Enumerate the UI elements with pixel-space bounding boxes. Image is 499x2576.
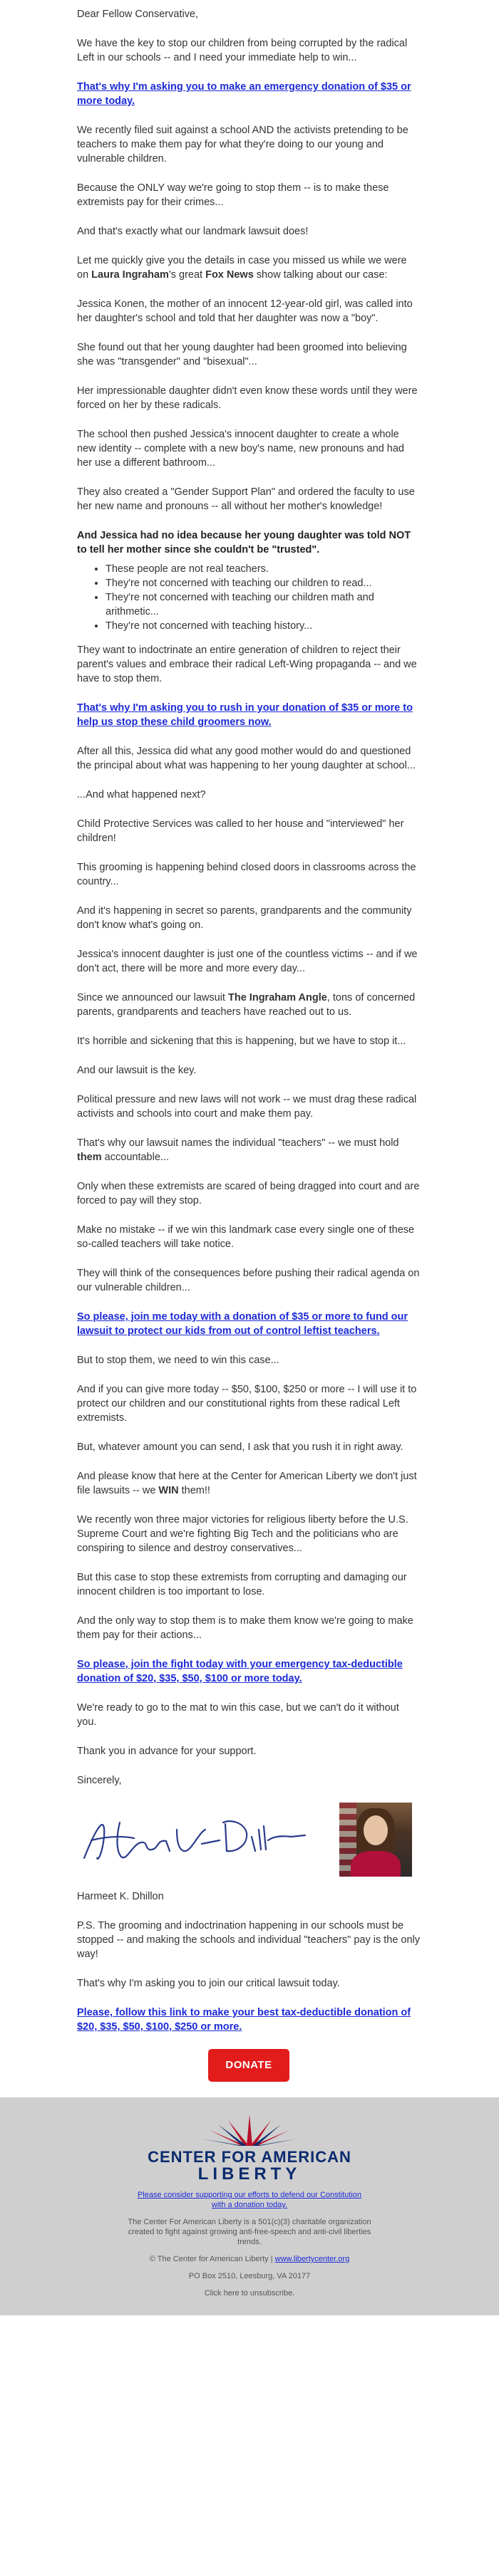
paragraph: Jessica's innocent daughter is just one of the countless victims -- and if we don't act, there will be more and more every day... — [77, 949, 418, 974]
text-run: 's great — [168, 269, 206, 281]
donation-link[interactable]: That's why I'm asking you to rush in your donation of $35 or more to help us stop these child groomers now. — [77, 702, 413, 728]
logo-text: CENTER FOR AMERICAN — [148, 2148, 351, 2166]
text-run: Let me quickly give you the details in case you missed us while we were on — [77, 255, 407, 281]
paragraph: We have the key to stop our children from being corrupted by the radical Left in our schools -- and I need your immediate help to win... — [77, 38, 408, 63]
paragraph: After all this, Jessica did what any good mother would do and questioned the principal about what was happening to her young daughter at school... — [77, 746, 416, 771]
postscript: P.S. The grooming and indoctrination happening in our schools must be stopped -- and making the schools and individual "teachers" pay is the only way! — [77, 1920, 421, 1960]
paragraph — [77, 1469, 421, 1498]
paragraph: They also created a "Gender Support Plan" and ordered the faculty to use her new name and pronouns -- all without her mother's knowledge! — [77, 486, 415, 512]
paragraph-bold: And Jessica had no idea because her young daughter was told NOT to tell her mother since she couldn't be "trusted". — [77, 530, 411, 556]
text-bold: The Ingraham Angle — [228, 992, 327, 1003]
signature-row — [77, 1803, 421, 1877]
text-bold: WIN — [158, 1485, 179, 1496]
greeting: Dear Fellow Conservative, — [77, 9, 199, 20]
signature-name: Harmeet K. Dhillon — [77, 1891, 164, 1902]
paragraph: We're ready to go to the mat to win this case, but we can't do it without you. — [77, 1702, 399, 1728]
liberty-logo-icon — [178, 2110, 321, 2147]
paragraph: But this case to stop these extremists from corrupting and damaging our innocent children is too important to lose. — [77, 1572, 407, 1597]
paragraph: We recently filed suit against a school AND the activists pretending to be teachers to make them pay for what they're doing to our young and vulnerable children. — [77, 125, 408, 165]
text-bold: Fox News — [205, 269, 254, 281]
signature-image — [77, 1808, 312, 1871]
paragraph: And that's exactly what our landmark lawsuit does! — [77, 226, 309, 237]
about-text: The Center For American Liberty is a 501(c)(3) charitable organization created to fight against growing anti-free-speech and anti-civil liberties trends. — [128, 2218, 371, 2246]
paragraph: The school then pushed Jessica's innocent daughter to create a whole new identity -- complete with a new boy's name, new pronouns and had her use a different bathroom... — [77, 429, 404, 469]
paragraph: It's horrible and sickening that this is happening, but we have to stop it... — [77, 1036, 406, 1047]
copyright-text: © The Center for American Liberty | — [149, 2255, 275, 2263]
logo-text: LIBERTY — [197, 2164, 302, 2184]
donate-button[interactable]: DONATE — [208, 2049, 289, 2082]
list-item: • They're not concerned with teaching our children to read... — [106, 576, 421, 590]
paragraph: And our lawsuit is the key. — [77, 1065, 197, 1076]
donation-link[interactable]: Please, follow this link to make your best tax-deductible donation of $20, $35, $50, $100, $250 or more. — [77, 2007, 411, 2033]
donation-link[interactable]: So please, join the fight today with your emergency tax-deductible donation of $20, $35, $50, $100 or more today. — [77, 1659, 403, 1684]
site-link[interactable]: www.libertycenter.org — [274, 2255, 350, 2263]
copyright — [121, 2254, 378, 2264]
support-link[interactable]: Please consider supporting our efforts to defend our Constitution with a donation today. — [137, 2191, 362, 2209]
paragraph — [77, 1136, 421, 1164]
paragraph: Political pressure and new laws will not work -- we must drag these radical activists and schools into court and make them pay. — [77, 1094, 417, 1120]
paragraph: Jessica Konen, the mother of an innocent 12-year-old girl, was called into her daughter's school and told that her daughter was now a "boy". — [77, 298, 413, 324]
text-run: , tons of concerned parents, grandparents and teachers have reached out to us. — [77, 992, 416, 1018]
paragraph — [77, 254, 421, 282]
address: PO Box 2510, Leesburg, VA 20177 — [188, 2272, 311, 2280]
text-run: them!! — [178, 1485, 210, 1496]
text-run: And please know that here at the Center for American Liberty we don't just file lawsuits -- we — [77, 1471, 417, 1496]
paragraph: She found out that her young daughter had been groomed into believing she was "transgender" and "bisexual"... — [77, 342, 407, 367]
paragraph: And it's happening in secret so parents, grandparents and the community don't know what's going on. — [77, 905, 412, 931]
paragraph: Sincerely, — [77, 1775, 122, 1786]
paragraph: Thank you in advance for your support. — [77, 1746, 257, 1757]
paragraph: But to stop them, we need to win this case... — [77, 1355, 279, 1366]
donation-link[interactable]: That's why I'm asking you to make an emergency donation of $35 or more today. — [77, 81, 411, 107]
footer — [0, 2097, 499, 2315]
paragraph: Child Protective Services was called to her house and "interviewed" her children! — [77, 818, 404, 844]
paragraph: But, whatever amount you can send, I ask that you rush it in right away. — [77, 1441, 403, 1453]
paragraph: And the only way to stop them is to make them know we're going to make them pay for their actions... — [77, 1615, 413, 1641]
paragraph — [77, 991, 421, 1019]
text-run: show talking about our case: — [253, 269, 388, 281]
paragraph: Her impressionable daughter didn't even know these words until they were forced on her by these radicals. — [77, 385, 418, 411]
paragraph: And if you can give more today -- $50, $100, $250 or more -- I will use it to protect our children and our constitutional rights from these radical Left extremists. — [77, 1384, 417, 1424]
paragraph: That's why I'm asking you to join our critical lawsuit today. — [77, 1978, 340, 1989]
paragraph: We recently won three major victories for religious liberty before the U.S. Supreme Court and we're fighting Big Tech and the politicians who are conspiring to silence and destroy conservatives... — [77, 1514, 408, 1554]
author-photo — [339, 1803, 412, 1877]
paragraph: Make no mistake -- if we win this landmark case every single one of these so-called teachers will take notice. — [77, 1224, 415, 1250]
list-item: • These people are not real teachers. — [106, 562, 421, 576]
paragraph: They want to indoctrinate an entire generation of children to reject their parent's values and embrace their radical Left-Wing propaganda -- and we have to stop them. — [77, 645, 417, 684]
list-item: • They're not concerned with teaching history... — [106, 619, 421, 633]
unsubscribe-link[interactable]: Click here to unsubscribe. — [204, 2289, 295, 2298]
donation-link[interactable]: So please, join me today with a donation of $35 or more to fund our lawsuit to protect our kids from out of control leftist teachers. — [77, 1311, 408, 1337]
paragraph: ...And what happened next? — [77, 789, 206, 801]
list-item: • They're not concerned with teaching our children math and arithmetic... — [106, 590, 421, 619]
paragraph: Because the ONLY way we're going to stop them -- is to make these extremists pay for their crimes... — [77, 182, 389, 208]
paragraph: They will think of the consequences before pushing their radical agenda on our vulnerable children... — [77, 1268, 420, 1293]
text-bold: Laura Ingraham — [91, 269, 169, 281]
text-run: accountable... — [101, 1152, 169, 1163]
bullet-list — [91, 562, 421, 633]
donate-container — [77, 2049, 421, 2082]
paragraph: This grooming is happening behind closed doors in classrooms across the country... — [77, 862, 416, 887]
paragraph: Only when these extremists are scared of being dragged into court and are forced to pay will they stop. — [77, 1181, 420, 1206]
text-run: That's why our lawsuit names the individual "teachers" -- we must hold — [77, 1137, 399, 1149]
text-run: Since we announced our lawsuit — [77, 992, 228, 1003]
text-bold: them — [77, 1152, 102, 1163]
